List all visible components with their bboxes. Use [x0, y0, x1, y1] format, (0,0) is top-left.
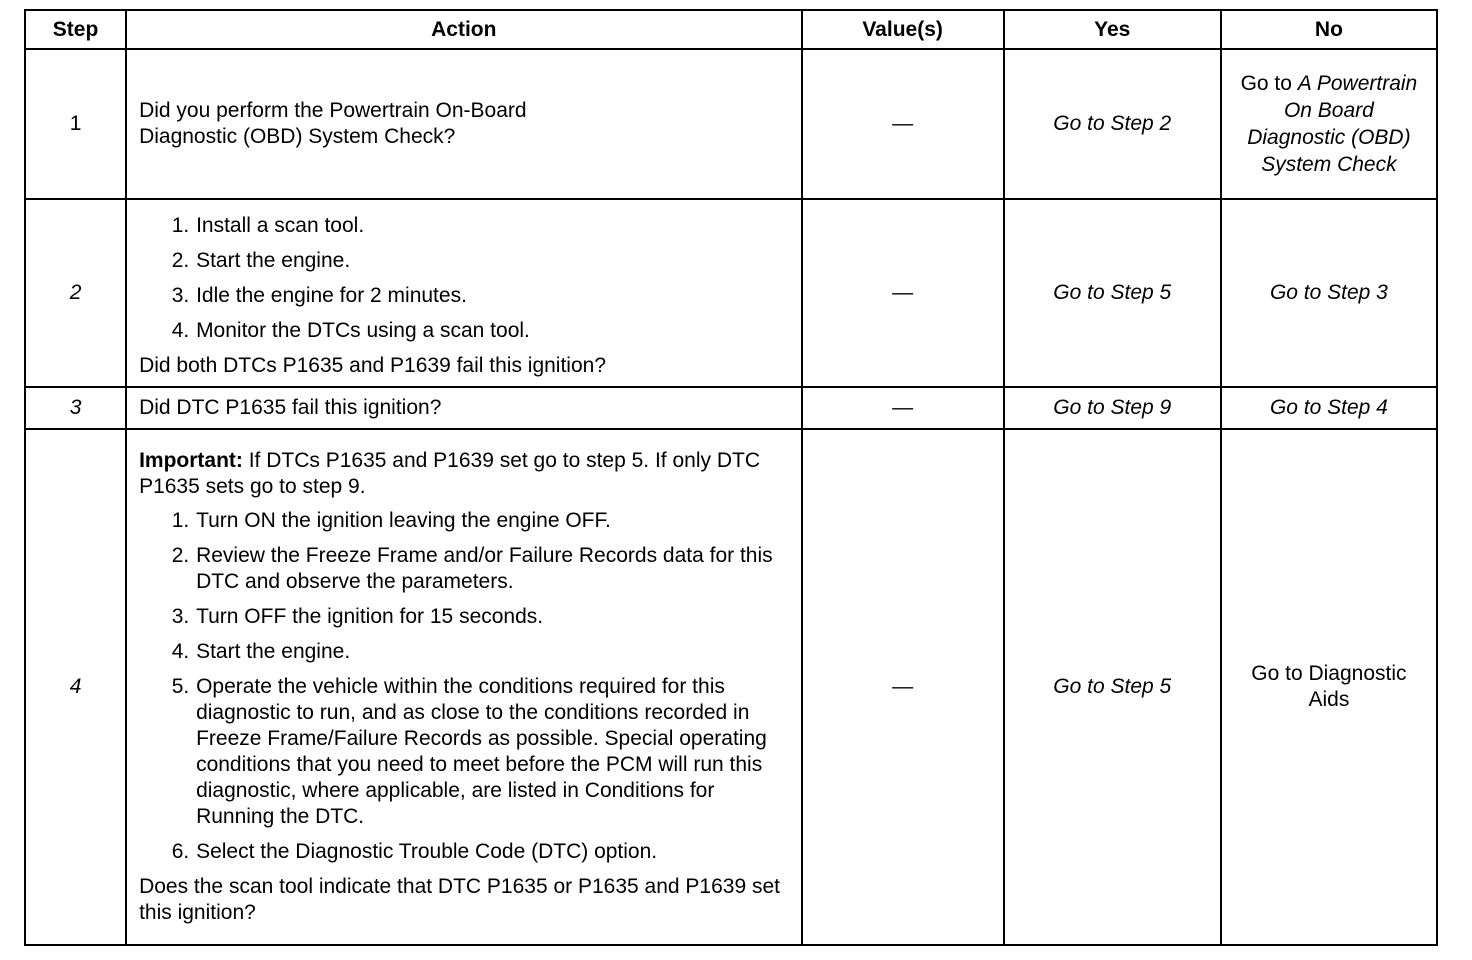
yes-link[interactable]: Go to Step 2 [1004, 49, 1221, 199]
list-item: 4. Monitor the DTCs using a scan tool. [171, 319, 530, 342]
value-cell: — [802, 387, 1004, 429]
yes-link[interactable]: Go to Step 9 [1004, 387, 1221, 429]
list-item: 1. Turn ON the ignition leaving the engine OFF. [171, 509, 611, 532]
value-cell: — [802, 49, 1004, 199]
list-item: 3. Idle the engine for 2 minutes. [171, 284, 467, 307]
header-action: Action [126, 10, 801, 49]
header-no: No [1221, 10, 1437, 49]
value-cell: — [802, 429, 1004, 945]
value-cell: — [802, 199, 1004, 387]
header-step: Step [25, 10, 126, 49]
action-question: Did both DTCs P1635 and P1639 fail this ignition? [139, 354, 607, 377]
important-label: Important: [139, 449, 243, 472]
list-item: 5. Operate the vehicle within the conditions required for this diagnostic to run, and as close to the conditions recorded in Freeze Frame/Failure Records as possible. Special operating conditions that you need to meet before the PCM will run this diagnostic, where applicable, are listed in Conditions for Running the DTC. [171, 675, 767, 828]
procedure-list [139, 508, 788, 865]
list-item: 2. Start the engine. [171, 249, 351, 272]
list-item: 3. Turn OFF the ignition for 15 seconds. [171, 605, 544, 628]
important-note [139, 448, 788, 500]
yes-link[interactable]: Go to Step 5 [1004, 199, 1221, 387]
table-row [25, 199, 1437, 387]
action-question: Did DTC P1635 fail this ignition? [126, 387, 801, 429]
action-cell [126, 199, 801, 387]
header-row [25, 10, 1437, 49]
header-yes: Yes [1004, 10, 1221, 49]
table-row [25, 49, 1437, 199]
action-cell [126, 49, 801, 199]
action-question: Did you perform the Powertrain On-Board Diagnostic (OBD) System Check? [139, 99, 527, 148]
no-link[interactable] [1221, 49, 1437, 199]
important-text: If DTCs P1635 and P1639 set go to step 5. If only DTC P1635 sets go to step 9. [139, 449, 760, 498]
header-values: Value(s) [802, 10, 1004, 49]
step-number: 2 [25, 199, 126, 387]
table-row [25, 387, 1437, 429]
no-link[interactable]: Go to Step 3 [1221, 199, 1437, 387]
no-link[interactable]: Go to Diagnostic Aids [1221, 429, 1437, 945]
no-link[interactable]: Go to Step 4 [1221, 387, 1437, 429]
step-number: 4 [25, 429, 126, 945]
table-row [25, 429, 1437, 945]
step-number: 1 [25, 49, 126, 199]
action-cell [126, 429, 801, 945]
action-question: Does the scan tool indicate that DTC P1635 or P1635 and P1639 set this ignition? [139, 875, 780, 924]
procedure-list [139, 213, 788, 344]
list-item: 4. Start the engine. [171, 640, 351, 663]
diagnostic-table [24, 9, 1438, 946]
step-number: 3 [25, 387, 126, 429]
list-item: 2. Review the Freeze Frame and/or Failure Records data for this DTC and observe the parameters. [171, 544, 773, 593]
yes-link[interactable]: Go to Step 5 [1004, 429, 1221, 945]
no-link-target: A Powertrain On Board Diagnostic (OBD) System Check [1247, 72, 1418, 176]
list-item: 6. Select the Diagnostic Trouble Code (DTC) option. [171, 840, 658, 863]
list-item: 1. Install a scan tool. [171, 214, 365, 237]
no-link-prefix: Go to [1240, 72, 1298, 95]
